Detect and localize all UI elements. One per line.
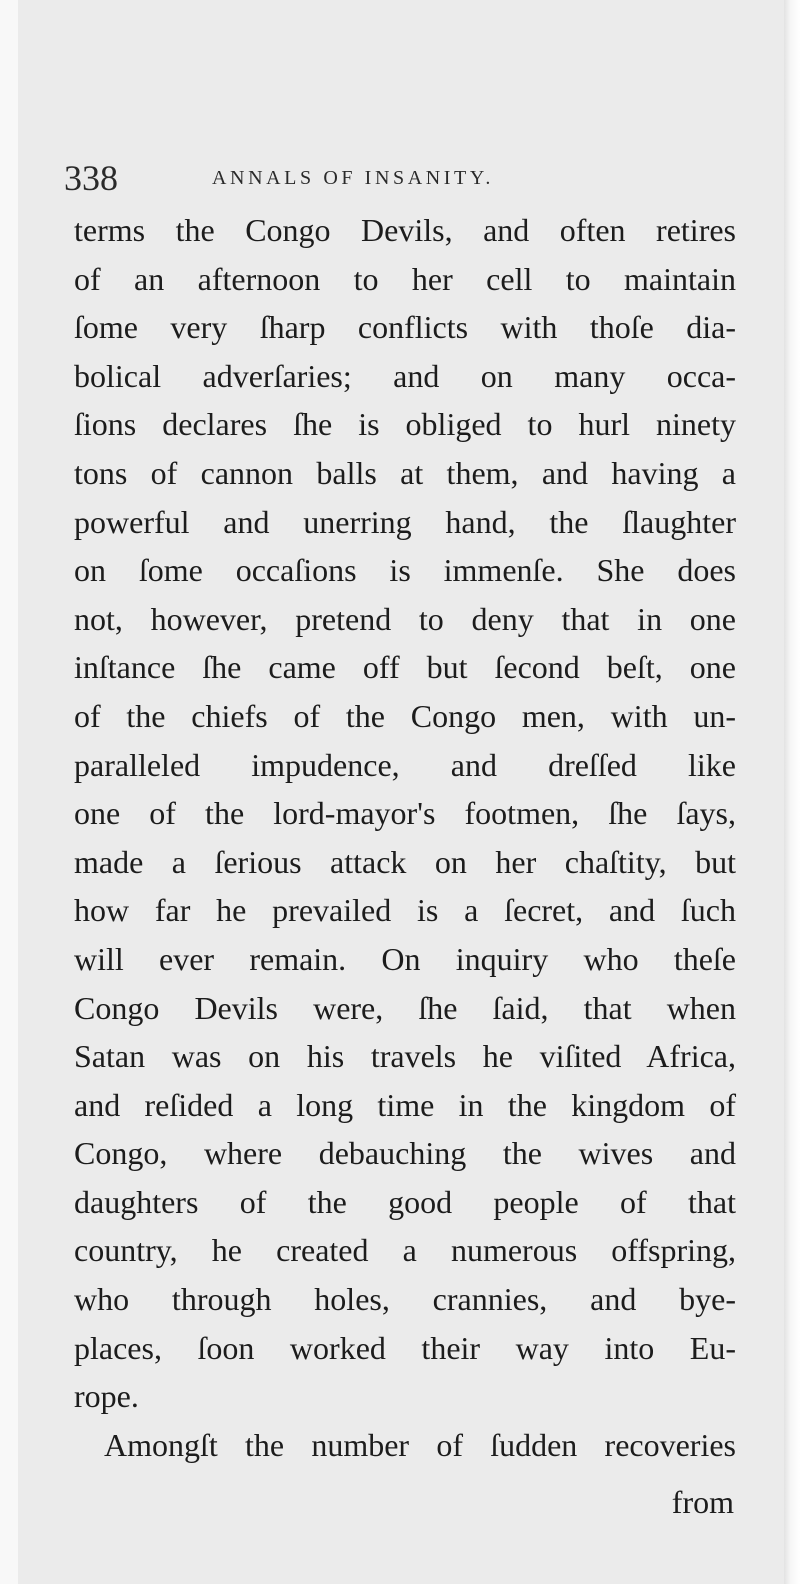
page-right-edge	[784, 0, 800, 1584]
text-line: tons of cannon balls at them, and having a	[74, 454, 736, 491]
text-line: Congo Devils were, ſhe ſaid, that when	[74, 989, 736, 1026]
text-line: Amongſt the number of ſudden recoveries	[104, 1426, 736, 1463]
text-line: Congo, where debauching the wives and	[74, 1135, 736, 1172]
text-line: made a ſerious attack on her chaſtity, but	[74, 843, 736, 880]
text-line: places, ſoon worked their way into Eu-	[74, 1329, 736, 1366]
text-line: not, however, pretend to deny that in one	[74, 600, 736, 637]
page-number: 338	[64, 158, 118, 198]
page-left-margin	[0, 0, 18, 1584]
text-line: how far he prevailed is a ſecret, and ſuch	[74, 892, 736, 929]
text-line: rope.	[74, 1378, 139, 1415]
text-line: powerful and unerring hand, the ſlaughter	[74, 503, 736, 540]
catchword: from	[671, 1484, 734, 1520]
text-line: country, he created a numerous offspring,	[74, 1232, 736, 1269]
text-line: on ſome occaſions is immenſe. She does	[74, 552, 736, 589]
text-line: Satan was on his travels he viſited Africa,	[74, 1038, 736, 1075]
text-line: daughters of the good people of that	[74, 1183, 736, 1220]
text-line: ſome very ſharp conflicts with thoſe dia-	[74, 309, 736, 346]
text-line: terms the Congo Devils, and often retires	[74, 212, 736, 248]
body-text	[74, 206, 736, 1469]
text-line: of an afternoon to her cell to maintain	[74, 260, 736, 297]
text-line: will ever remain. On inquiry who theſe	[74, 940, 736, 977]
paragraph	[74, 1421, 736, 1470]
running-head: ANNALS OF INSANITY.	[212, 167, 494, 189]
text-line: ſions declares ſhe is obliged to hurl ninety	[74, 406, 736, 443]
text-line: inſtance ſhe came off but ſecond beſt, one	[74, 649, 736, 686]
text-line: bolical adverſaries; and on many occa-	[74, 357, 736, 394]
paragraph	[74, 206, 736, 1421]
text-line: paralleled impudence, and dreſſed like	[74, 746, 736, 783]
text-line: and reſided a long time in the kingdom of	[74, 1086, 736, 1123]
text-line: who through holes, crannies, and bye-	[74, 1281, 736, 1318]
text-line: of the chiefs of the Congo men, with un-	[74, 697, 736, 734]
text-line: one of the lord-mayor's footmen, ſhe ſays,	[74, 795, 736, 832]
page-header	[64, 150, 734, 206]
